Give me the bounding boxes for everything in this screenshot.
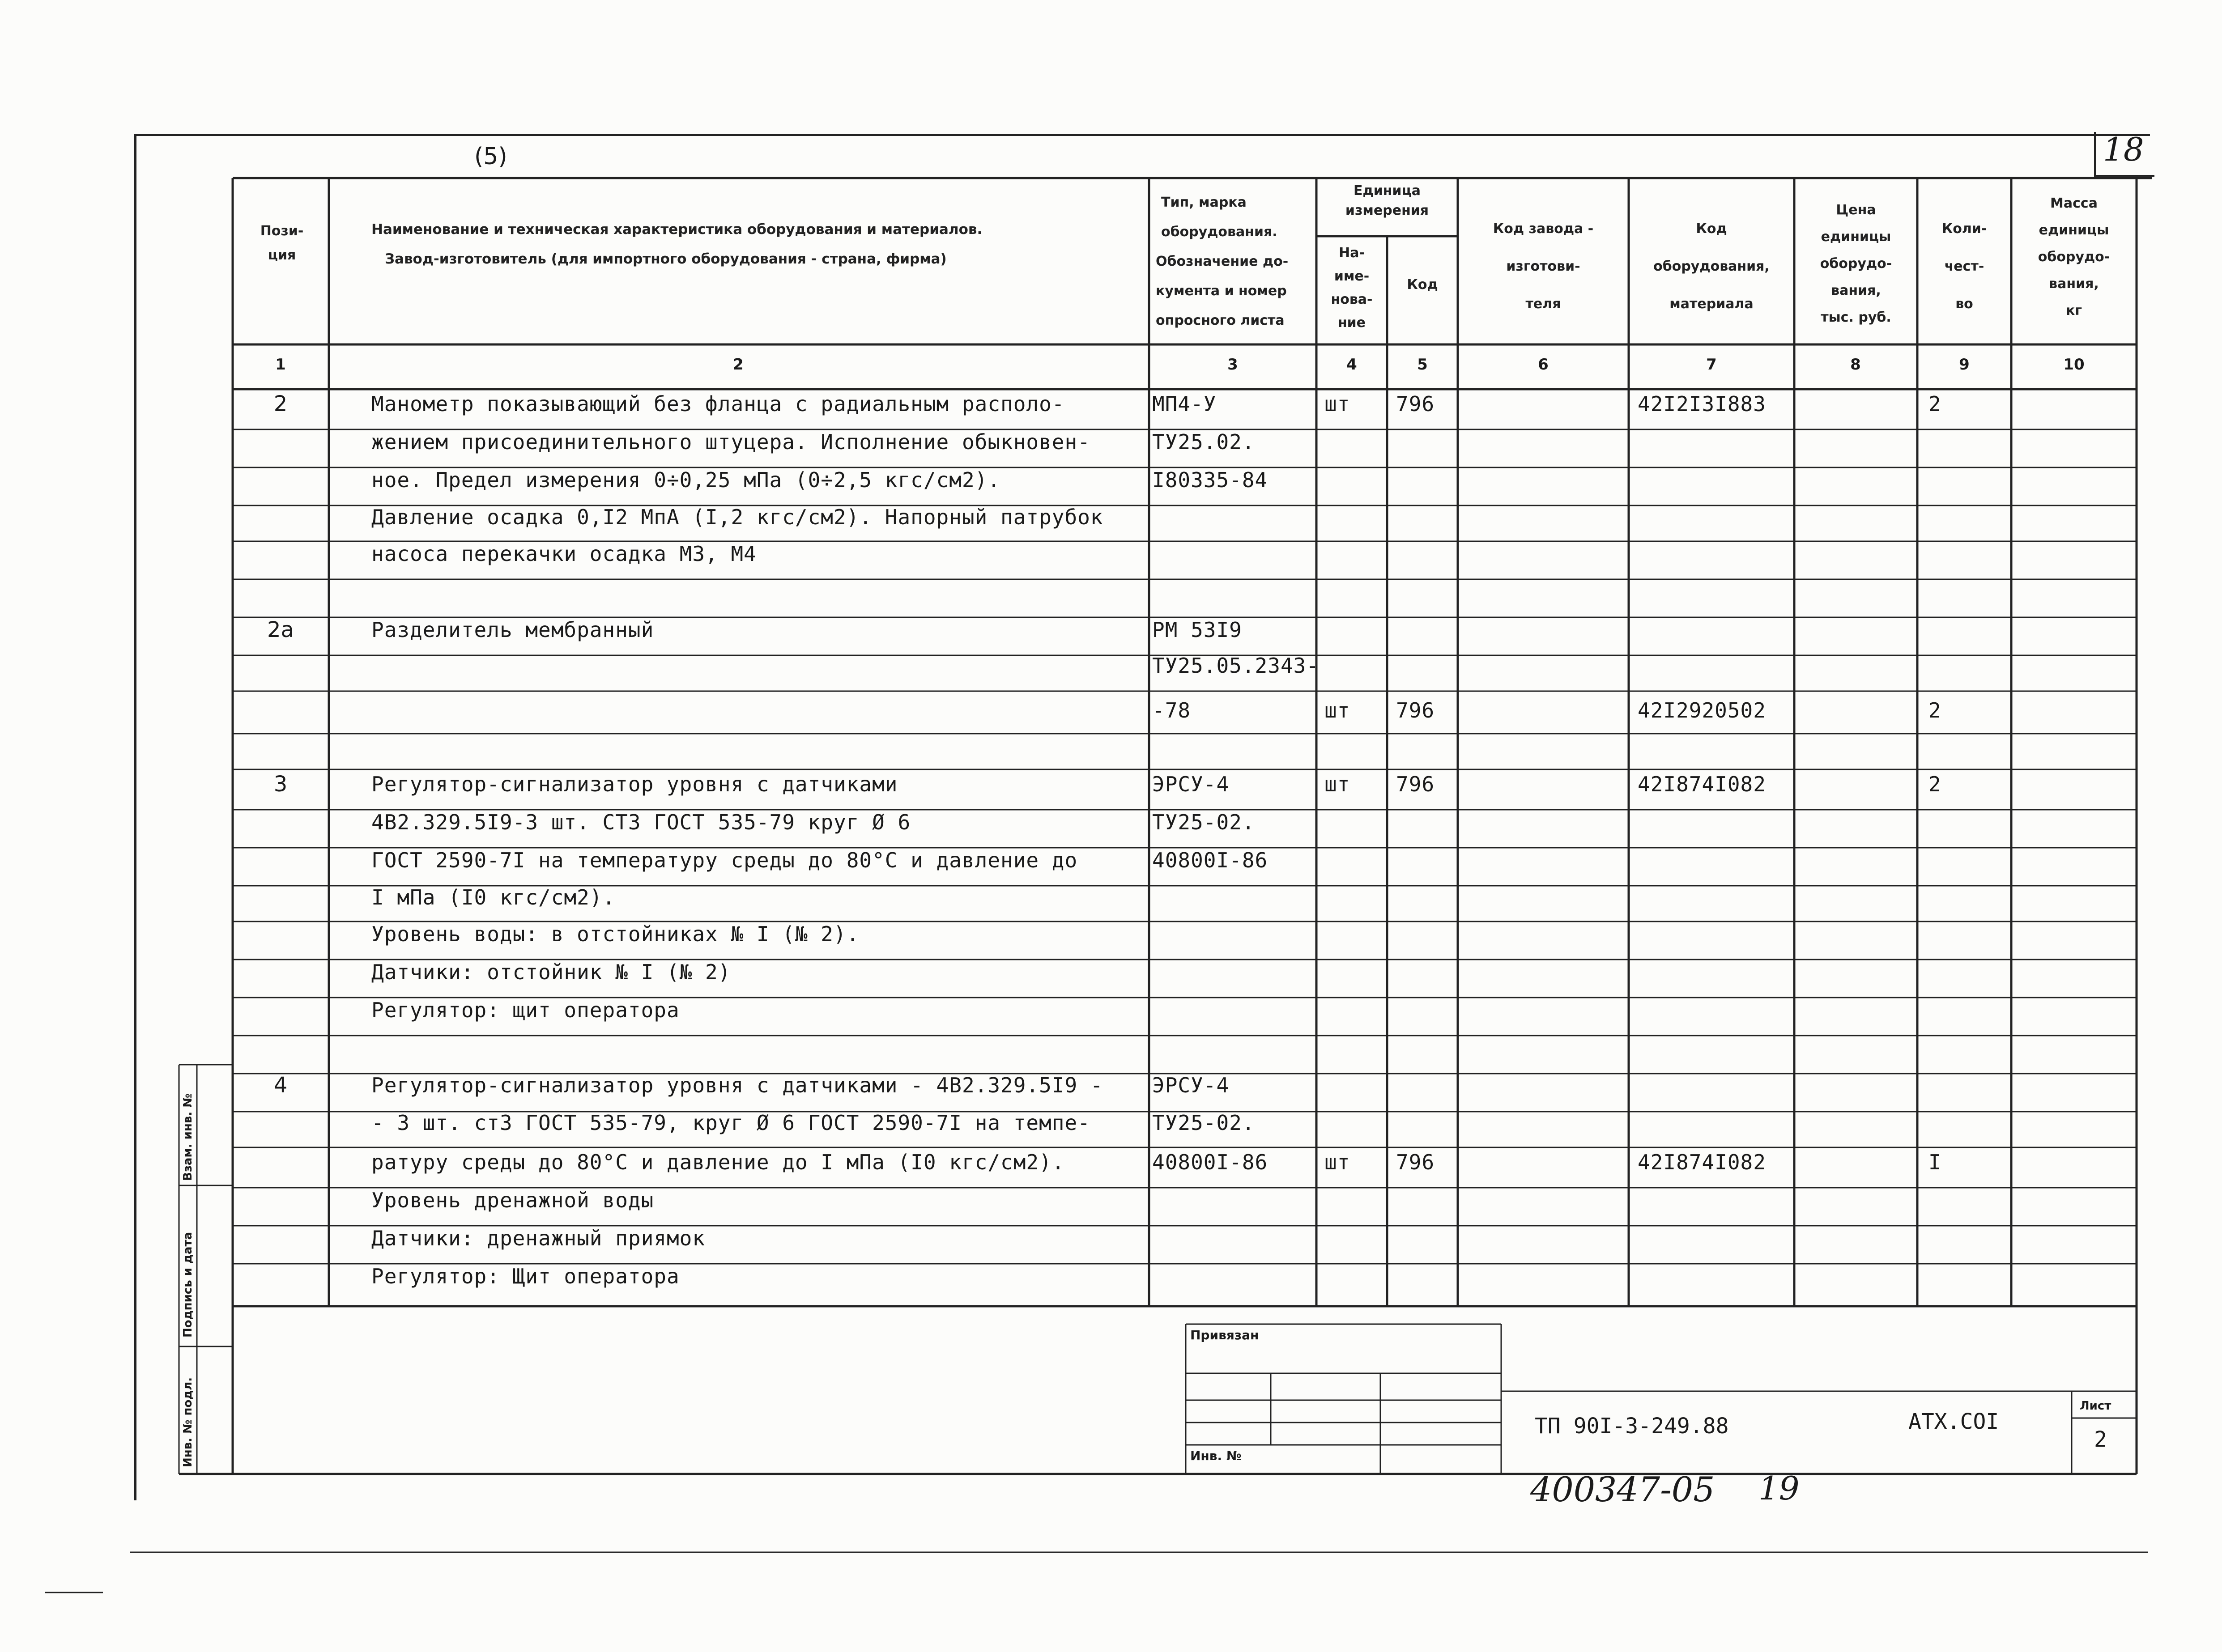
cell-code: 42I874I082 [1638, 772, 1766, 796]
colnum-3: 3 [1227, 356, 1238, 374]
handwritten-footer-number: 400347-05 [1530, 1469, 1715, 1509]
sheet-number-top: 18 [2103, 131, 2144, 168]
cell-name: ГОСТ 2590-7I на температуру среды до 80°С и давление до [371, 848, 1078, 872]
cell-pos: 4 [273, 1073, 288, 1098]
cell-type: I80335-84 [1152, 468, 1268, 492]
cell-unit: шт [1324, 772, 1350, 796]
cell-unit: шт [1324, 698, 1350, 722]
header-col5: Код [1407, 277, 1438, 293]
side-label-podpis-data: Подпись и дата [181, 1232, 195, 1338]
cell-type: 40800I-86 [1152, 848, 1268, 872]
cell-name: Уровень воды: в отстойниках № I (№ 2). [371, 922, 860, 946]
header-col4: На- име- нова- ние [1331, 245, 1373, 331]
cell-name: Датчики: отстойник № I (№ 2) [371, 960, 731, 984]
cell-name: Манометр показывающий без фланца с радиальным располо- [371, 392, 1065, 416]
cell-pos: 2а [267, 617, 294, 642]
colnum-10: 10 [2063, 356, 2085, 374]
cell-unit-code: 796 [1396, 772, 1435, 796]
section-mark: (5) [474, 143, 507, 170]
cell-type: МП4-У [1152, 392, 1217, 416]
cell-name: Уровень дренажной воды [371, 1188, 654, 1212]
header-col2: Наименование и техническая характеристика оборудования и материалов. Завод-изготовитель (для импортного оборудования - страна, фирма) [371, 221, 983, 267]
cell-qty: I [1928, 1150, 1941, 1174]
cell-name: Давление осадка 0,I2 МпА (I,2 кгс/см2). Напорный патрубок [371, 505, 1103, 529]
colnum-2: 2 [733, 356, 744, 374]
stamp-list-number: 2 [2094, 1427, 2107, 1452]
cell-name: Регулятор: щит оператора [371, 998, 680, 1022]
stamp-doc-code: ТП 90I-3-249.88 [1535, 1414, 1729, 1439]
cell-unit-code: 796 [1396, 1150, 1435, 1174]
cell-code: 42I2I3I883 [1638, 392, 1766, 416]
colnum-1: 1 [275, 356, 286, 374]
cell-name: Регулятор: Щит оператора [371, 1264, 680, 1288]
cell-type: -78 [1152, 698, 1191, 722]
header-unit-group: Единица измерения [1345, 183, 1429, 218]
stamp-inv-no: Инв. № [1190, 1448, 1242, 1463]
header-col1: Пози- ция [260, 223, 304, 263]
cell-code: 42I2920502 [1638, 698, 1766, 722]
cell-type: ТУ25-02. [1152, 1111, 1255, 1135]
cell-name: жением присоединительного штуцера. Исполнение обыкновен- [371, 430, 1090, 454]
colnum-8: 8 [1850, 356, 1861, 374]
colnum-6: 6 [1538, 356, 1549, 374]
cell-type: 40800I-86 [1152, 1150, 1268, 1174]
stamp-sheet-code: АТХ.СОI [1908, 1409, 1999, 1434]
cell-unit: шт [1324, 392, 1350, 416]
colnum-9: 9 [1959, 356, 1970, 374]
cell-name: Разделитель мембранный [371, 618, 654, 642]
side-label-inv-podl: Инв. № подл. [181, 1377, 195, 1467]
cell-type: ЭРСУ-4 [1152, 772, 1230, 796]
header-col7: Код оборудования, материала [1653, 221, 1770, 312]
stamp-list-label: Лист [2080, 1399, 2111, 1413]
cell-name: насоса перекачки осадка М3, М4 [371, 542, 757, 566]
cell-unit: шт [1324, 1150, 1350, 1174]
cell-pos: 3 [273, 772, 288, 797]
colnum-7: 7 [1706, 356, 1717, 374]
cell-pos: 2 [273, 391, 288, 416]
cell-type: ТУ25.05.2343- [1152, 654, 1320, 678]
header-col6: Код завода - изготови- теля [1493, 221, 1594, 312]
header-col9: Коли- чест- во [1941, 221, 1987, 312]
header-col8: Цена единицы оборудо- вания, тыс. руб. [1820, 202, 1892, 325]
handwritten-page-number: 19 [1758, 1469, 1800, 1507]
cell-name: ратуру среды до 80°С и давление до I мПа (I0 кгс/см2). [371, 1150, 1065, 1174]
cell-type: ТУ25.02. [1152, 430, 1255, 454]
header-col3: Тип, марка оборудования. Обозначение до- кумента и номер опросного листа [1156, 195, 1289, 328]
side-label-vzam-inv: Взам. инв. № [181, 1093, 195, 1181]
cell-unit-code: 796 [1396, 392, 1435, 416]
cell-qty: 2 [1928, 698, 1941, 722]
colnum-5: 5 [1417, 356, 1428, 374]
cell-qty: 2 [1928, 772, 1941, 796]
cell-name: I мПа (I0 кгс/см2). [371, 885, 616, 909]
cell-type: РМ 53I9 [1152, 618, 1242, 642]
cell-name: - 3 шт. ст3 ГОСТ 535-79, круг Ø 6 ГОСТ 2590-7I на темпе- [371, 1111, 1090, 1135]
cell-name: Регулятор-сигнализатор уровня с датчиками - 4В2.329.5I9 - [371, 1073, 1103, 1097]
cell-qty: 2 [1928, 392, 1941, 416]
cell-code: 42I874I082 [1638, 1150, 1766, 1174]
cell-name: ное. Предел измерения 0÷0,25 мПа (0÷2,5 кгс/см2). [371, 468, 1001, 492]
cell-name: Датчики: дренажный приямок [371, 1226, 706, 1250]
colnum-4: 4 [1346, 356, 1357, 374]
stamp-privyazan: Привязан [1190, 1328, 1259, 1342]
cell-type: ЭРСУ-4 [1152, 1073, 1230, 1097]
cell-name: 4В2.329.5I9-3 шт. СТ3 ГОСТ 535-79 круг Ø 6 [371, 810, 911, 834]
cell-type: ТУ25-02. [1152, 810, 1255, 834]
cell-unit-code: 796 [1396, 698, 1435, 722]
cell-name: Регулятор-сигнализатор уровня с датчиками [371, 772, 898, 796]
header-col10: Масса единицы оборудо- вания, кг [2038, 195, 2110, 319]
